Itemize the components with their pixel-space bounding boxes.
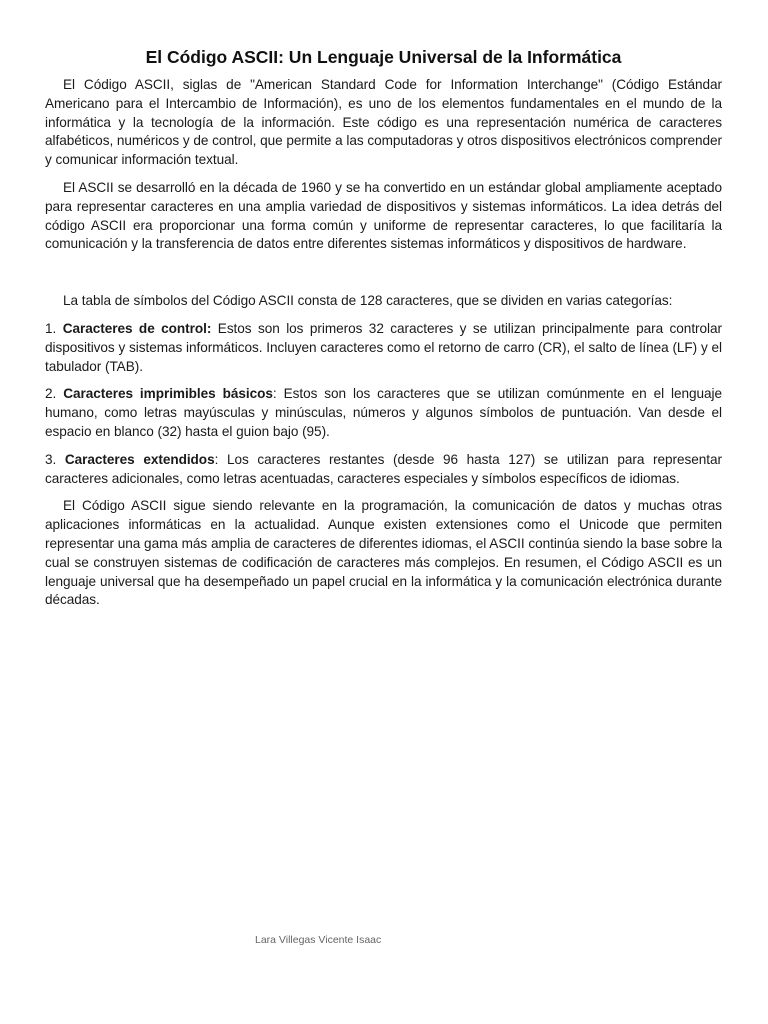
intro-paragraph-2: El ASCII se desarrolló en la década de 1960 y se ha convertido en un estándar global ampliamente aceptado para representar caracteres en una amplia variedad de dispositivos y sistemas informáticos. La idea detrás del código ASCII era proporcionar una forma común y uniforme de representar caracteres, lo que facilitaría la comunicación y la transferencia de datos entre diferentes sistemas informáticos y dispositivos de hardware. <box>45 179 722 252</box>
conclusion-paragraph: El Código ASCII sigue siendo relevante en la programación, la comunicación de datos y muchas otras aplicaciones informáticas en la actualidad. Aunque existen extensiones como el Unicode que permiten representar una gama más amplia de caracteres de diferentes idiomas, el ASCII continúa siendo la base sobre la cual se construyen sistemas de codificación de caracteres más complejos. En resumen, el Código ASCII es un lenguaje universal que ha desempeñado un papel crucial en la informática y la comunicación electrónica durante décadas. <box>45 498 722 608</box>
table-intro-paragraph: La tabla de símbolos del Código ASCII consta de 128 caracteres, que se dividen en varias categorías: <box>63 293 673 309</box>
author-footer: Lara Villegas Vicente Isaac <box>255 934 382 946</box>
category-term: Caracteres extendidos <box>64 451 215 467</box>
category-term: Caracteres imprimibles básicos <box>63 386 273 402</box>
category-number: 3. <box>45 451 57 467</box>
category-description: : Los caracteres restantes (desde 96 hasta 127) se utilizan para representar caracteres adicionales, como letras acentuadas, caracteres especiales y símbolos específicos de idiomas. <box>45 451 722 486</box>
document-title: El Código ASCII: Un Lenguaje Universal de la Informática <box>145 47 622 67</box>
document-page <box>45 0 722 610</box>
category-description: Estos son los primeros 32 caracteres y se utilizan principalmente para controlar dispositivos y sistemas informáticos. Incluyen caracteres como el retorno de carro (CR), el salto de línea (LF) y el tabulador (TAB). <box>45 320 722 374</box>
category-item-control <box>45 320 722 376</box>
category-number: 2. <box>45 386 57 402</box>
category-item-extended <box>45 451 722 489</box>
category-item-printable <box>45 385 722 441</box>
category-term: Caracteres de control: <box>62 320 212 336</box>
category-description: : Estos son los caracteres que se utilizan comúnmente en el lenguaje humano, como letras mayúsculas y minúsculas, números y algunos símbolos de puntuación. Van desde el espacio en blanco (32) hasta el guion bajo (95). <box>45 386 723 439</box>
intro-paragraph-1: El Código ASCII, siglas de "American Standard Code for Information Interchange" (Código Estándar Americano para el Intercambio de Información), es uno de los elementos fundamentales en el mundo de la informática y la tecnología de la información. Este código es una representación numérica de caracteres alfabéticos, numéricos y de control, que permite a las computadoras y otros dispositivos electrónicos comprender y comunicar información textual. <box>45 77 722 168</box>
category-number: 1. <box>45 320 57 336</box>
